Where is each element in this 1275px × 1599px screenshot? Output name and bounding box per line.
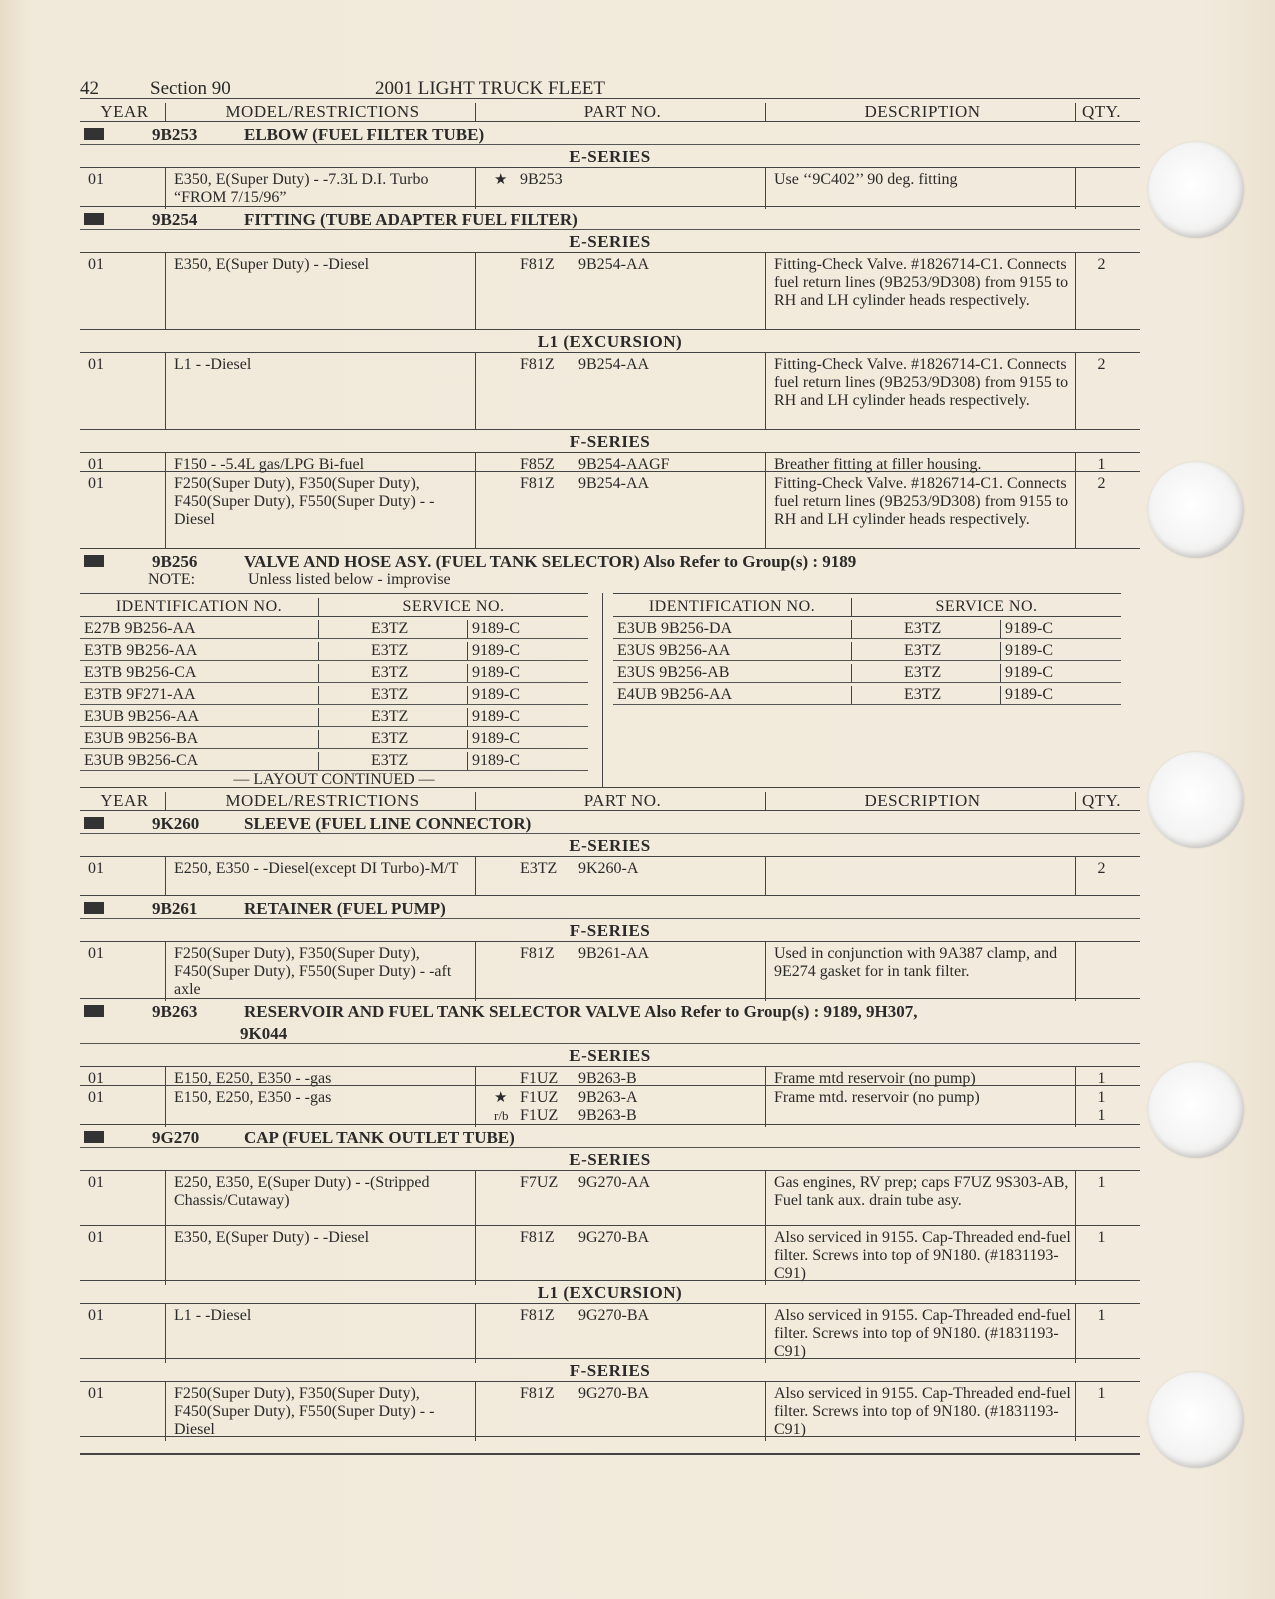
table-row — [80, 1382, 1140, 1437]
binder-hole — [1148, 142, 1244, 238]
row-desc: Fitting-Check Valve. #1826714-C1. Connects fuel return lines (9B253/9D308) from 9155 to RH and LH cylinder heads respectively. — [765, 353, 1075, 429]
group-title: FITTING (TUBE ADAPTER FUEL FILTER) — [244, 210, 578, 229]
row-model: E350, E(Super Duty) - -Diesel — [165, 253, 475, 329]
rb-label: r/b — [494, 1108, 509, 1123]
row-year: 01 — [88, 945, 104, 962]
row-part: F81Z 9B254-AA — [475, 253, 765, 329]
note-text: Unless listed below - improvise — [248, 571, 451, 588]
row-model: F250(Super Duty), F350(Super Duty), F450(Super Duty), F550(Super Duty) - -aft axle — [165, 942, 475, 1001]
group-title: RESERVOIR AND FUEL TANK SELECTOR VALVE Also Refer to Group(s) : 9189, 9H307, — [244, 1002, 918, 1021]
column-header — [80, 98, 1140, 122]
table-row — [80, 453, 1140, 472]
row-part: ★ F1UZ 9B263-A r/b F1UZ 9B263-B — [475, 1086, 765, 1127]
page-title: 2001 LIGHT TRUCK FLEET — [375, 78, 605, 99]
row-desc: Also serviced in 9155. Cap-Threaded end-fuel filter. Screws into top of 9N180. (#1831193-C91) — [765, 1304, 1075, 1363]
row-year: 01 — [88, 1089, 104, 1106]
table-row — [80, 168, 1140, 207]
group-title: VALVE AND HOSE ASY. (FUEL TANK SELECTOR) Also Refer to Group(s) : 9189 — [244, 552, 857, 571]
column-header — [80, 787, 1140, 811]
binder-hole — [1148, 1372, 1244, 1468]
table-row — [80, 253, 1140, 330]
group-title: ELBOW (FUEL FILTER TUBE) — [244, 125, 485, 144]
row-part: F81Z 9G270-BA — [475, 1382, 765, 1441]
row-part: F81Z 9B254-AA — [475, 472, 765, 548]
row-year: 01 — [88, 1307, 104, 1324]
series-heading: E-SERIES — [80, 230, 1140, 253]
note-label: NOTE: — [148, 571, 196, 588]
series-heading: L1 (EXCURSION) — [80, 1281, 1140, 1304]
row-qty: 1 1 — [1075, 1086, 1123, 1127]
row-desc: Use ‘‘9C402’’ 90 deg. fitting — [765, 168, 1075, 209]
group-title: RETAINER (FUEL PUMP) — [244, 899, 446, 918]
row-desc: Also serviced in 9155. Cap-Threaded end-fuel filter. Screws into top of 9N180. (#1831193-C91) — [765, 1226, 1075, 1285]
row-qty — [1075, 168, 1123, 209]
row-qty — [1075, 942, 1123, 1001]
row-year: 01 — [88, 1229, 104, 1246]
row-part: E3TZ 9K260-A — [475, 857, 765, 895]
section-label: Section 90 — [150, 78, 231, 99]
group-title: CAP (FUEL TANK OUTLET TUBE) — [244, 1128, 515, 1147]
row-part: F81Z 9G270-BA — [475, 1304, 765, 1363]
row-year: 01 — [88, 356, 104, 373]
group-marker-icon — [84, 555, 104, 567]
row-year: 01 — [88, 1174, 104, 1191]
id-row: E3US 9B256-AB E3TZ 9189-C — [613, 661, 1121, 683]
id-row: E3US 9B256-AA E3TZ 9189-C — [613, 639, 1121, 661]
row-desc: Fitting-Check Valve. #1826714-C1. Connects fuel return lines (9B253/9D308) from 9155 to RH and LH cylinder heads respectively. — [765, 472, 1075, 548]
bottom-rule — [80, 1453, 1140, 1455]
group-note — [80, 571, 1140, 589]
col-year: YEAR — [100, 102, 149, 121]
group-heading — [80, 999, 1140, 1021]
group-code: 9B254 — [152, 210, 198, 229]
series-heading: F-SERIES — [80, 430, 1140, 453]
col-qty: QTY. — [1075, 792, 1123, 810]
row-part: F81Z 9B261-AA — [475, 942, 765, 1001]
id-table-header: IDENTIFICATION NO. SERVICE NO. — [80, 593, 588, 617]
col-part: PART NO. — [475, 103, 765, 121]
group-code: 9K260 — [152, 814, 200, 833]
row-qty: 1 — [1075, 1304, 1123, 1363]
row-desc: Frame mtd. reservoir (no pump) — [765, 1086, 1075, 1127]
row-part: F1UZ 9B263-B — [475, 1067, 765, 1090]
id-row: E3UB 9B256-AA E3TZ 9189-C — [80, 705, 588, 727]
row-model: E350, E(Super Duty) - -7.3L D.I. Turbo “FROM 7/15/96” — [165, 168, 475, 209]
star-icon: ★ — [494, 172, 508, 188]
row-desc — [765, 857, 1075, 895]
id-row: E3TB 9B256-CA E3TZ 9189-C — [80, 661, 588, 683]
series-heading: E-SERIES — [80, 834, 1140, 857]
row-model: E250, E350 - -Diesel(except DI Turbo)-M/T — [165, 857, 475, 895]
row-desc: Breather fitting at filler housing. — [765, 453, 1075, 476]
row-model: E150, E250, E350 - -gas — [165, 1086, 475, 1127]
row-year: 01 — [88, 456, 104, 473]
table-row — [80, 1086, 1140, 1125]
series-heading: E-SERIES — [80, 1148, 1140, 1171]
binder-hole — [1148, 462, 1244, 558]
table-row — [80, 1226, 1140, 1281]
row-part: F85Z 9B254-AAGF — [475, 453, 765, 476]
row-qty: 2 — [1075, 857, 1123, 895]
binder-hole — [1148, 752, 1244, 848]
group-code: 9B256 — [152, 552, 198, 571]
group-heading — [80, 811, 1140, 834]
row-year: 01 — [88, 1070, 104, 1087]
row-model: E350, E(Super Duty) - -Diesel — [165, 1226, 475, 1285]
row-model: L1 - -Diesel — [165, 1304, 475, 1363]
row-model: E150, E250, E350 - -gas — [165, 1067, 475, 1090]
row-part: F7UZ 9G270-AA — [475, 1171, 765, 1225]
star-icon: ★ — [494, 1090, 508, 1106]
row-part: F81Z 9B254-AA — [475, 353, 765, 429]
id-row: E27B 9B256-AA E3TZ 9189-C — [80, 617, 588, 639]
row-desc: Also serviced in 9155. Cap-Threaded end-fuel filter. Screws into top of 9N180. (#1831193-C91) — [765, 1382, 1075, 1441]
layout-continued: — LAYOUT CONTINUED — — [233, 771, 435, 788]
row-model: E250, E350, E(Super Duty) - -(Stripped Chassis/Cutaway) — [165, 1171, 475, 1225]
row-qty: 2 — [1075, 353, 1123, 429]
row-part: ★ 9B253 — [475, 168, 765, 209]
group-marker-icon — [84, 817, 104, 829]
group-code: 9B261 — [152, 899, 198, 918]
group-marker-icon — [84, 902, 104, 914]
row-model: L1 - -Diesel — [165, 353, 475, 429]
id-table-header: IDENTIFICATION NO. SERVICE NO. — [613, 593, 1121, 617]
row-part: F81Z 9G270-BA — [475, 1226, 765, 1285]
row-desc: Frame mtd reservoir (no pump) — [765, 1067, 1075, 1090]
group-heading — [80, 1125, 1140, 1148]
group-heading — [80, 896, 1140, 919]
row-model: F250(Super Duty), F350(Super Duty), F450(Super Duty), F550(Super Duty) - -Diesel — [165, 472, 475, 548]
id-table-left — [80, 593, 588, 787]
id-row: E3TB 9B256-AA E3TZ 9189-C — [80, 639, 588, 661]
id-tables — [80, 593, 1140, 787]
series-heading: F-SERIES — [80, 1359, 1140, 1382]
group-marker-icon — [84, 1131, 104, 1143]
row-qty: 1 — [1075, 1171, 1123, 1225]
table-row — [80, 857, 1140, 896]
row-year: 01 — [88, 171, 104, 188]
series-heading: E-SERIES — [80, 145, 1140, 168]
row-qty: 2 — [1075, 253, 1123, 329]
col-part: PART NO. — [475, 792, 765, 810]
group-code: 9G270 — [152, 1128, 200, 1147]
col-desc: DESCRIPTION — [765, 103, 1075, 121]
series-heading: F-SERIES — [80, 919, 1140, 942]
id-row: E3UB 9B256-DA E3TZ 9189-C — [613, 617, 1121, 639]
col-desc: DESCRIPTION — [765, 792, 1075, 810]
col-year: YEAR — [100, 791, 149, 810]
col-model: MODEL/RESTRICTIONS — [165, 103, 475, 121]
row-model: F150 - -5.4L gas/LPG Bi-fuel — [165, 453, 475, 476]
group-heading — [80, 207, 1140, 230]
row-year: 01 — [88, 475, 104, 492]
series-heading: L1 (EXCURSION) — [80, 330, 1140, 353]
id-row: E4UB 9B256-AA E3TZ 9189-C — [613, 683, 1121, 705]
row-year: 01 — [88, 256, 104, 273]
row-model: F250(Super Duty), F350(Super Duty), F450(Super Duty), F550(Super Duty) - -Diesel — [165, 1382, 475, 1441]
row-qty: 2 — [1075, 472, 1123, 548]
col-qty: QTY. — [1075, 103, 1123, 121]
col-model: MODEL/RESTRICTIONS — [165, 792, 475, 810]
table-row — [80, 1304, 1140, 1359]
group-marker-icon — [84, 1005, 104, 1017]
table-row — [80, 1067, 1140, 1086]
group-title-cont: 9K044 — [240, 1024, 288, 1043]
group-marker-icon — [84, 128, 104, 140]
table-row — [80, 1171, 1140, 1226]
table-row — [80, 942, 1140, 999]
page-number: 42 — [80, 78, 99, 99]
row-qty: 1 — [1075, 453, 1123, 476]
table-row — [80, 353, 1140, 430]
table-row — [80, 472, 1140, 549]
series-heading: E-SERIES — [80, 1044, 1140, 1067]
id-row: E3UB 9B256-BA E3TZ 9189-C — [80, 727, 588, 749]
row-desc: Fitting-Check Valve. #1826714-C1. Connects fuel return lines (9B253/9D308) from 9155 to RH and LH cylinder heads respectively. — [765, 253, 1075, 329]
row-qty: 1 — [1075, 1382, 1123, 1441]
row-year: 01 — [88, 860, 104, 877]
row-year: 01 — [88, 1385, 104, 1402]
row-qty: 1 — [1075, 1067, 1123, 1090]
binder-hole — [1148, 1062, 1244, 1158]
row-desc: Gas engines, RV prep; caps F7UZ 9S303-AB, Fuel tank aux. drain tube asy. — [765, 1171, 1075, 1225]
group-heading — [80, 122, 1140, 145]
group-marker-icon — [84, 213, 104, 225]
row-qty: 1 — [1075, 1226, 1123, 1285]
group-heading-continued — [80, 1021, 1140, 1044]
group-title: SLEEVE (FUEL LINE CONNECTOR) — [244, 814, 532, 833]
id-row: E3UB 9B256-CA E3TZ 9189-C — [80, 749, 588, 771]
group-code: 9B253 — [152, 125, 198, 144]
group-code: 9B263 — [152, 1002, 198, 1021]
id-table-right — [602, 593, 1121, 787]
group-heading — [80, 549, 1140, 571]
page-header — [80, 70, 1140, 98]
id-row: E3TB 9F271-AA E3TZ 9189-C — [80, 683, 588, 705]
row-desc: Used in conjunction with 9A387 clamp, and 9E274 gasket for in tank filter. — [765, 942, 1075, 1001]
